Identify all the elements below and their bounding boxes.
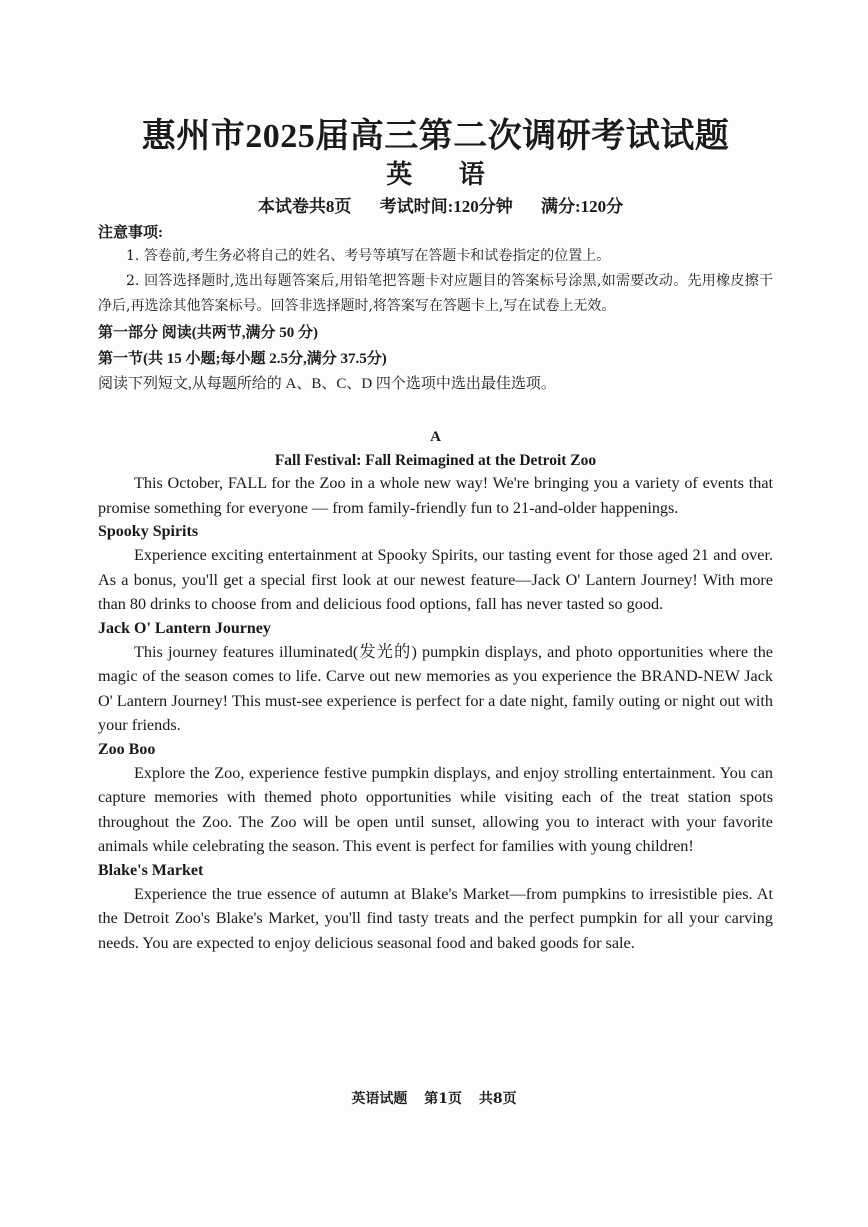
exam-info [98, 194, 773, 220]
footer-page-number: 第1页 [424, 1091, 462, 1107]
event-description: Experience the true essence of autumn at Blake's Market—from pumpkins to irresistible pies. At the Detroit Zoo's Blake's Market, you'll find tasty treats and the perfect pumpkin for all your carving needs. You are expected to enjoy delicious seasonal food and baked goods for sale. [98, 884, 773, 952]
subject-title: 英 语 [386, 160, 505, 189]
note-item: 2. 回答选择题时,选出每题答案后,用铅笔把答题卡对应题目的答案标号涂黑,如需要改动。先用橡皮擦干净后,再选涂其他答案标号。回答非选择题时,将答案写在答题卡上,写在试卷上无效。 [98, 273, 773, 314]
event-description: Explore the Zoo, experience festive pumpkin displays, and enjoy strolling entertainment. You can capture memories with themed photo opportunities while visiting each of the treat station spots throughout the Zoo. The Zoo will be open until sunset, allowing you to interact with your favorite animals while celebrating the season. This event is perfect for families with young children! [98, 763, 773, 855]
notes-title: 注意事项: [98, 225, 163, 241]
event-heading: Spooky Spirits [98, 523, 199, 540]
event-heading: Blake's Market [98, 861, 204, 879]
passage-letter: A [430, 429, 441, 445]
part-title: 第一部分 阅读(共两节,满分 50 分) [98, 325, 318, 341]
passage-title: Fall Festival: Fall Reimagined at the Detroit Zoo [274, 452, 597, 469]
event-description: Experience exciting entertainment at Spooky Spirits, our tasting event for those aged 21 and over. As a bonus, you'll get a special first look at our newest feature—Jack O' Lantern Journey! With more than 80 drinks to choose from and delicious food options, fall has never tasted so good. [98, 546, 773, 613]
section-title: 第一节(共 15 小题;每小题 2.5分,满分 37.5分) [98, 351, 387, 367]
passage-intro: This October, FALL for the Zoo in a whole new way! We're bringing you a variety of events that promise something for everyone — from family-friendly fun to 21-and-older happenings. [98, 474, 773, 517]
event-heading: Zoo Boo [98, 740, 156, 758]
page-footer [0, 1089, 868, 1109]
reading-instructions: 阅读下列短文,从每题所给的 A、B、C、D 四个选项中选出最佳选项。 [98, 376, 556, 392]
exam-time: 考试时间:120分钟 [379, 197, 513, 216]
exam-title: 惠州市2025届高三第二次调研考试试题 [141, 118, 730, 155]
footer-total-pages: 共8页 [478, 1091, 517, 1107]
event-heading: Jack O' Lantern Journey [98, 619, 271, 637]
footer-subject: 英语试题 [351, 1091, 408, 1107]
event-description: This journey features illuminated(发光的) pumpkin displays, and photo opportunities where the magic of the season comes to life. Carve out new memories as you experience the BRAND-NEW Jack O' Lantern Journey! This must-see experience is perfect for a date night, family outing or night out with your friends. [98, 642, 773, 734]
page-count: 本试卷共8页 [257, 197, 352, 216]
note-item: 1. 答卷前,考生务必将自己的姓名、考号等填写在答题卡和试卷指定的位置上。 [126, 248, 611, 264]
exam-header [98, 0, 773, 220]
full-score: 满分:120分 [541, 197, 624, 216]
